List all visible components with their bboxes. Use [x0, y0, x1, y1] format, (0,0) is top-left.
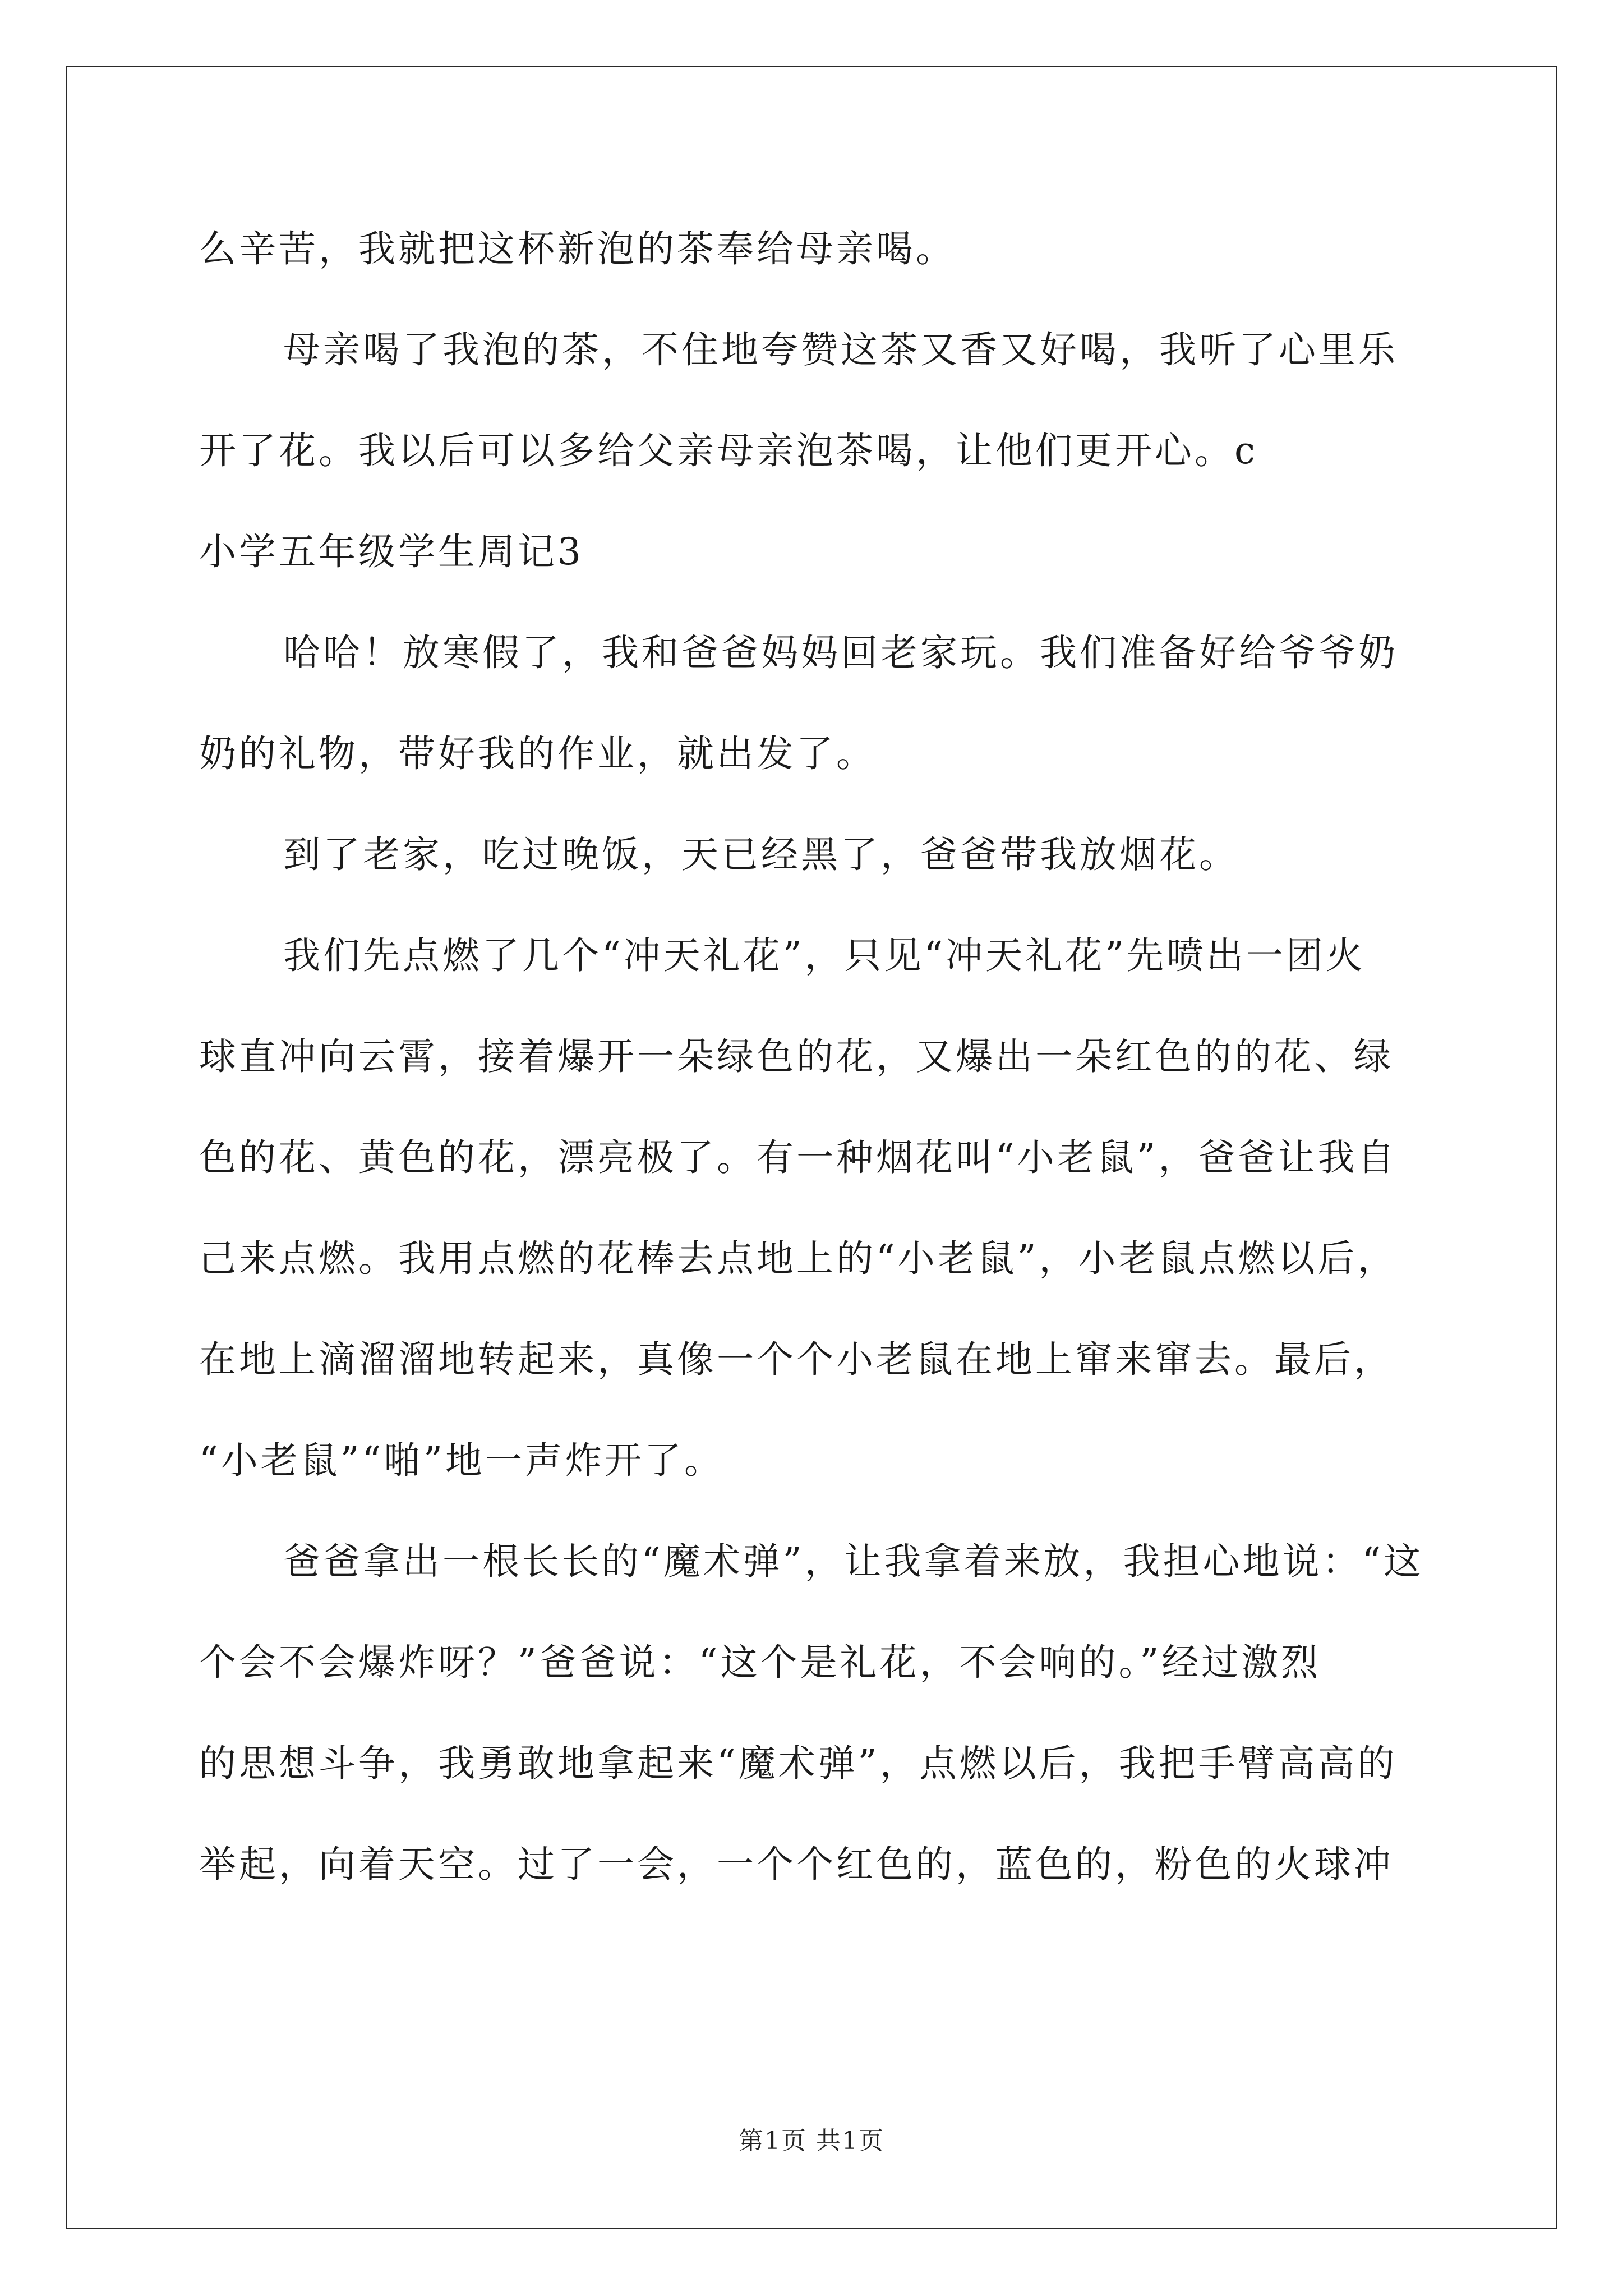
- text-line: 的思想斗争，我勇敢地拿起来“魔术弹”，点燃以后，我把手臂高高的: [199, 1742, 1398, 1785]
- text-line: 爸爸拿出一根长长的“魔术弹”，让我拿着来放，我担心地说：“这: [283, 1540, 1424, 1583]
- section-heading: 小学五年级学生周记3: [199, 530, 584, 573]
- text-line: 开了花。我以后可以多给父亲母亲泡茶喝，让他们更开心。c: [199, 429, 1258, 472]
- text-line: 举起，向着天空。过了一会，一个个红色的，蓝色的，粉色的火球冲: [199, 1843, 1394, 1886]
- page-number-footer: 第1页 共1页: [739, 2127, 884, 2155]
- text-line: 母亲喝了我泡的茶，不住地夸赞这茶又香又好喝，我听了心里乐: [283, 328, 1398, 371]
- text-line: 到了老家，吃过晚饭，天已经黑了，爸爸带我放烟花。: [283, 833, 1239, 876]
- text-line: “小老鼠”“啪”地一声炸开了。: [199, 1439, 724, 1482]
- text-line: 我们先点燃了几个“冲天礼花”，只见“冲天礼花”先喷出一团火: [283, 934, 1366, 977]
- text-line: 己来点燃。我用点燃的花棒去点地上的“小老鼠”，小老鼠点燃以后，: [199, 1237, 1398, 1280]
- text-line: 色的花、黄色的花，漂亮极了。有一种烟花叫“小老鼠”，爸爸让我自: [199, 1136, 1398, 1179]
- text-line: 个会不会爆炸呀？”爸爸说：“这个是礼花，不会响的。”经过激烈: [199, 1641, 1321, 1684]
- text-line: 奶的礼物，带好我的作业，就出发了。: [199, 732, 876, 775]
- text-line: 哈哈！放寒假了，我和爸爸妈妈回老家玩。我们准备好给爷爷奶: [283, 631, 1398, 674]
- text-line: 么辛苦，我就把这杯新泡的茶奉给母亲喝。: [199, 227, 956, 270]
- text-line: 球直冲向云霄，接着爆开一朵绿色的花，又爆出一朵红色的的花、绿: [199, 1035, 1394, 1078]
- text-line: 在地上滴溜溜地转起来，真像一个个小老鼠在地上窜来窜去。最后，: [199, 1338, 1394, 1381]
